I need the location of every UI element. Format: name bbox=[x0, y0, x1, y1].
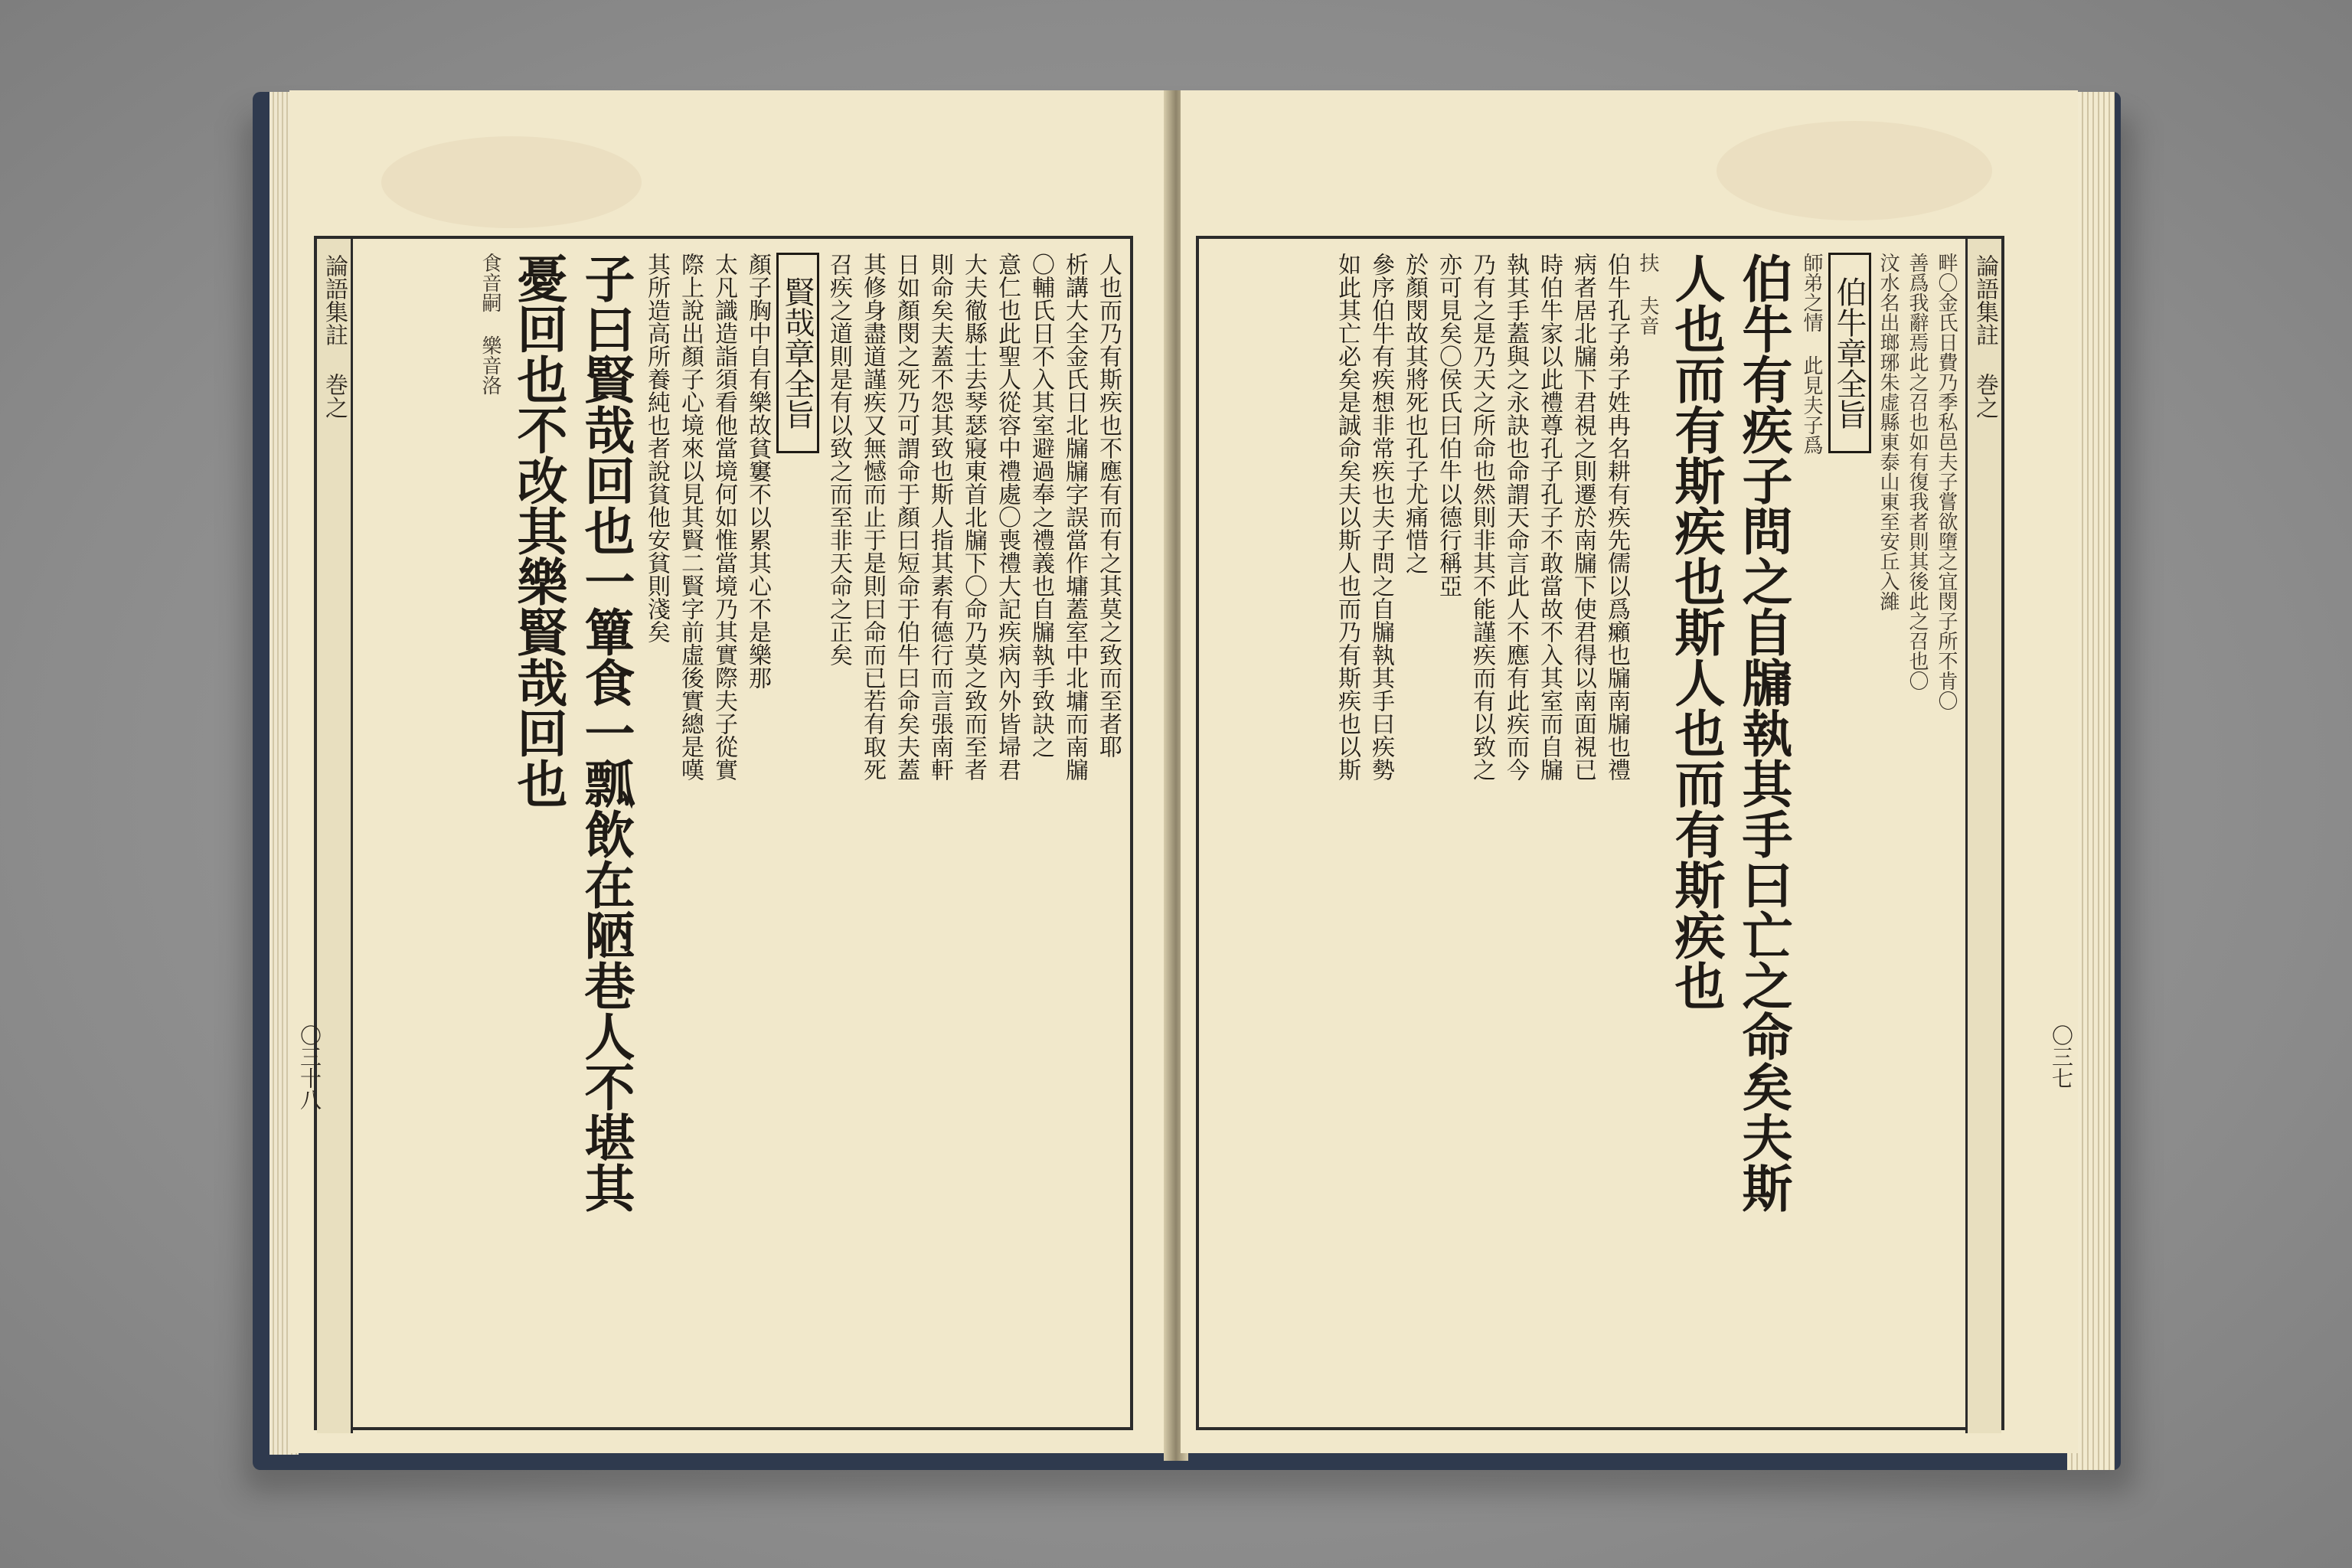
section-label: 伯牛章全旨 bbox=[1828, 253, 1871, 453]
commentary-column: 畔〇金氏日費乃季私邑夫子嘗欲墮之宜閔子所不肯〇 bbox=[1935, 253, 1958, 710]
commentary-column: 食音嗣 樂音洛 bbox=[479, 253, 501, 395]
right-page bbox=[1181, 90, 2078, 1453]
commentary-column: 析講大全金氏日北牖牖字誤當作墉蓋室中北墉而南牖 bbox=[1061, 253, 1088, 781]
main-text-column: 憂回也不改其樂賢哉回也 bbox=[508, 253, 568, 808]
commentary-column: 善爲我辭焉此之召也如有復我者則其後此之召也〇 bbox=[1906, 253, 1929, 691]
commentary-column: 顏子胸中自有樂故貧窶不以累其心不是樂那 bbox=[744, 253, 771, 689]
commentary-column: 意仁也此聖人從容中禮處〇喪禮大記疾病內外皆埽君 bbox=[994, 253, 1021, 781]
commentary-column: 於顏閔故其將死也孔子尤痛惜之 bbox=[1401, 253, 1428, 574]
right-running-head bbox=[1965, 239, 2001, 1433]
commentary-column: 扶 夫音 bbox=[1636, 253, 1659, 335]
commentary-column: 則命矣夫蓋不怨其致也斯人指其素有德行而言張南軒 bbox=[926, 253, 953, 781]
commentary-column: 汶水名出瑯琊朱虚縣東泰山東至安丘入濰 bbox=[1877, 253, 1900, 611]
commentary-column: 執其手蓋與之永訣也命謂天命言此人不應有此疾而今 bbox=[1502, 253, 1529, 781]
right-page-frame bbox=[1196, 236, 2004, 1430]
commentary-column: 師弟之情 此見夫子爲 bbox=[1800, 253, 1823, 455]
commentary-column: 其所造高所養純也者說貧他安貧則淺矣 bbox=[643, 253, 670, 643]
commentary-column: 際上說出顏子心境來以見其賢二賢字前虛後實總是嘆 bbox=[677, 253, 704, 781]
commentary-column: 如此其亡必矣是誠命矣夫以斯人也而乃有斯疾也以斯 bbox=[1334, 253, 1361, 781]
main-text-column: 子曰賢哉回也一簞食一瓢飲在陋巷人不堪其 bbox=[576, 253, 635, 1213]
commentary-column: 亦可見矣〇侯氏曰伯牛以德行稱亞 bbox=[1435, 253, 1462, 597]
right-running-head-text: 論語集註 巻之 bbox=[1971, 254, 1998, 419]
commentary-column: 時伯牛家以此禮尊孔子孔子不敢當故不入其室而自牖 bbox=[1536, 253, 1563, 781]
left-page bbox=[289, 90, 1171, 1453]
commentary-column: 召疾之道則是有以致之而至非天命之正矣 bbox=[825, 253, 852, 666]
section-label: 賢哉章全旨 bbox=[776, 253, 819, 453]
paper-stain bbox=[381, 136, 642, 228]
commentary-column: 大夫徹縣士去琴瑟寢東首北牖下〇命乃莫之致而至者 bbox=[960, 253, 987, 781]
right-text-columns bbox=[1332, 253, 1958, 1416]
commentary-column: 太凡識造詣須看他當境何如惟當境乃其實際夫子從實 bbox=[710, 253, 737, 781]
left-folio: 〇三十八 bbox=[297, 1024, 322, 1110]
commentary-column: 伯牛孔子弟子姓冉名耕有疾先儒以爲癩也牖南牖也禮 bbox=[1603, 253, 1630, 781]
commentary-column: 參序伯牛有疾想非常疾也夫子問之自牖執其手曰疾勢 bbox=[1367, 253, 1394, 781]
paper-stain bbox=[1717, 121, 1992, 220]
commentary-column: 其修身盡道謹疾又無憾而止于是則曰命而已若有取死 bbox=[859, 253, 886, 781]
main-text-column: 伯牛有疾子問之自牖執其手曰亡之命矣夫斯 bbox=[1733, 253, 1793, 1213]
left-running-head bbox=[317, 239, 353, 1433]
commentary-column: 病者居北牖下君視之則遷於南牖下使君得以南面視已 bbox=[1570, 253, 1596, 781]
commentary-column: 乃有之是乃天之所命也然則非其不能謹疾而有以致之 bbox=[1468, 253, 1495, 781]
main-text-column: 人也而有斯疾也斯人也而有斯疾也 bbox=[1666, 253, 1726, 1011]
left-text-columns bbox=[478, 253, 1122, 1416]
left-running-head-text: 論語集註 巻之 bbox=[321, 254, 348, 419]
left-page-frame bbox=[314, 236, 1133, 1430]
commentary-column: 〇輔氏日不入其室避過奉之禮義也自牖執手致訣之 bbox=[1027, 253, 1054, 758]
commentary-column: 日如顏閔之死乃可謂命于顏曰短命于伯牛曰命矣夫蓋 bbox=[893, 253, 920, 781]
commentary-column: 人也而乃有斯疾也不應有而有之其莫之致而至者耶 bbox=[1095, 253, 1122, 758]
right-folio: 〇三七 bbox=[2049, 1024, 2074, 1089]
